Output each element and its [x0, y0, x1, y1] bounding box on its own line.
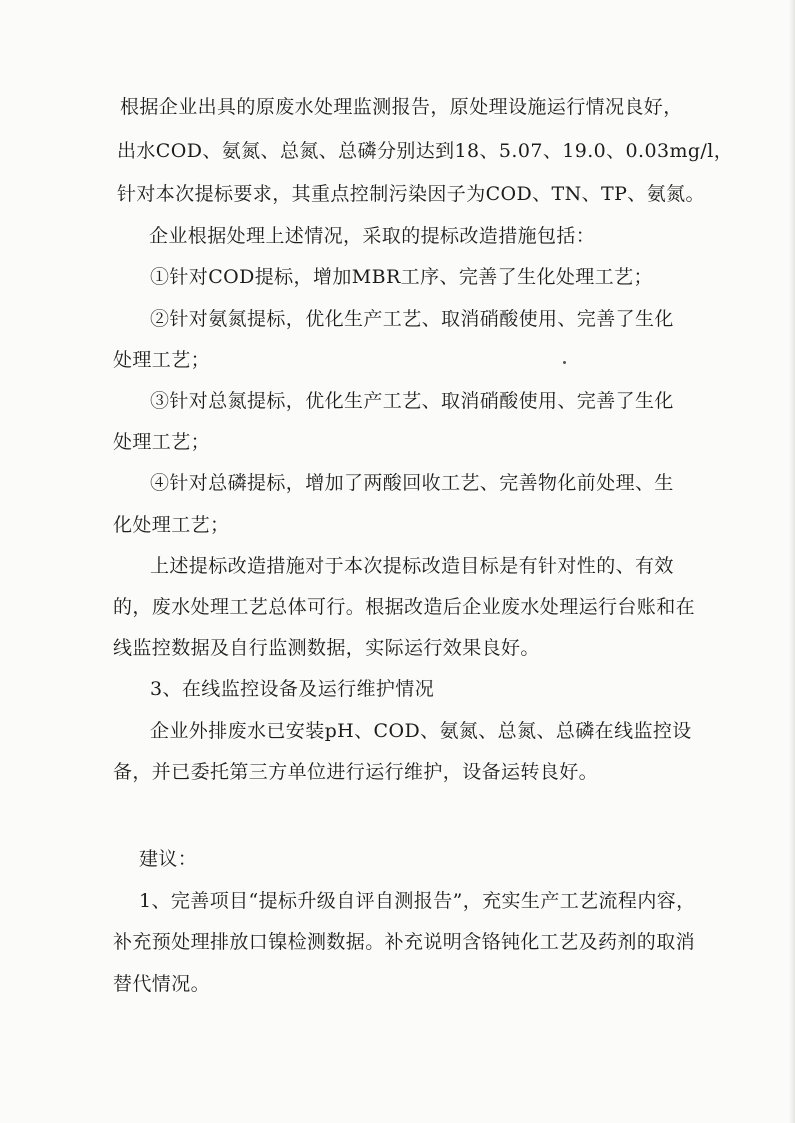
text-line: 补充预处理排放口镍检测数据。补充说明含铬钝化工艺及药剂的取消 — [113, 931, 696, 953]
text-line: ②针对氨氮提标，优化生产工艺、取消硝酸使用、完善了生化 — [150, 308, 674, 330]
text-line: ④针对总磷提标，增加了两酸回收工艺、完善物化前处理、生 — [150, 472, 674, 494]
text-line: 处理工艺； — [113, 431, 211, 453]
suggestions-heading: 建议： — [139, 848, 198, 870]
text-line: ③针对总氮提标，优化生产工艺、取消硝酸使用、完善了生化 — [150, 390, 674, 412]
text-line: 备，并已委托第三方单位进行运行维护，设备运转良好。 — [113, 761, 599, 783]
text-line: 替代情况。 — [113, 973, 211, 995]
scan-speck — [563, 361, 566, 364]
text-line: 上述提标改造措施对于本次提标改造目标是有针对性的、有效 — [150, 555, 674, 577]
scan-edge-shadow — [789, 0, 795, 1123]
text-line: 的，废水处理工艺总体可行。根据改造后企业废水处理运行台账和在 — [113, 596, 696, 618]
text-line: 1、完善项目“提标升级自评自测报告”，充实生产工艺流程内容， — [139, 890, 696, 912]
section-heading: 3、在线监控设备及运行维护情况 — [150, 678, 435, 700]
text-line: 针对本次提标要求，其重点控制污染因子为COD、TN、TP、氨氮。 — [117, 183, 705, 205]
text-line: 化处理工艺； — [113, 514, 230, 536]
text-line: 企业根据处理上述情况，采取的提标改造措施包括： — [149, 225, 596, 247]
text-line: 线监控数据及自行监测数据，实际运行效果良好。 — [113, 637, 540, 659]
text-line: 企业外排废水已安装pH、COD、氨氮、总氮、总磷在线监控设 — [150, 720, 692, 742]
text-line: 处理工艺； — [113, 349, 211, 371]
text-line: 根据企业出具的原废水处理监测报告，原处理设施运行情况良好， — [120, 96, 683, 118]
text-line: ①针对COD提标，增加MBR工序、完善了生化处理工艺； — [150, 266, 653, 288]
text-line: 出水COD、氨氮、总氮、总磷分别达到18、5.07、19.0、0.03mg/l， — [117, 140, 734, 162]
